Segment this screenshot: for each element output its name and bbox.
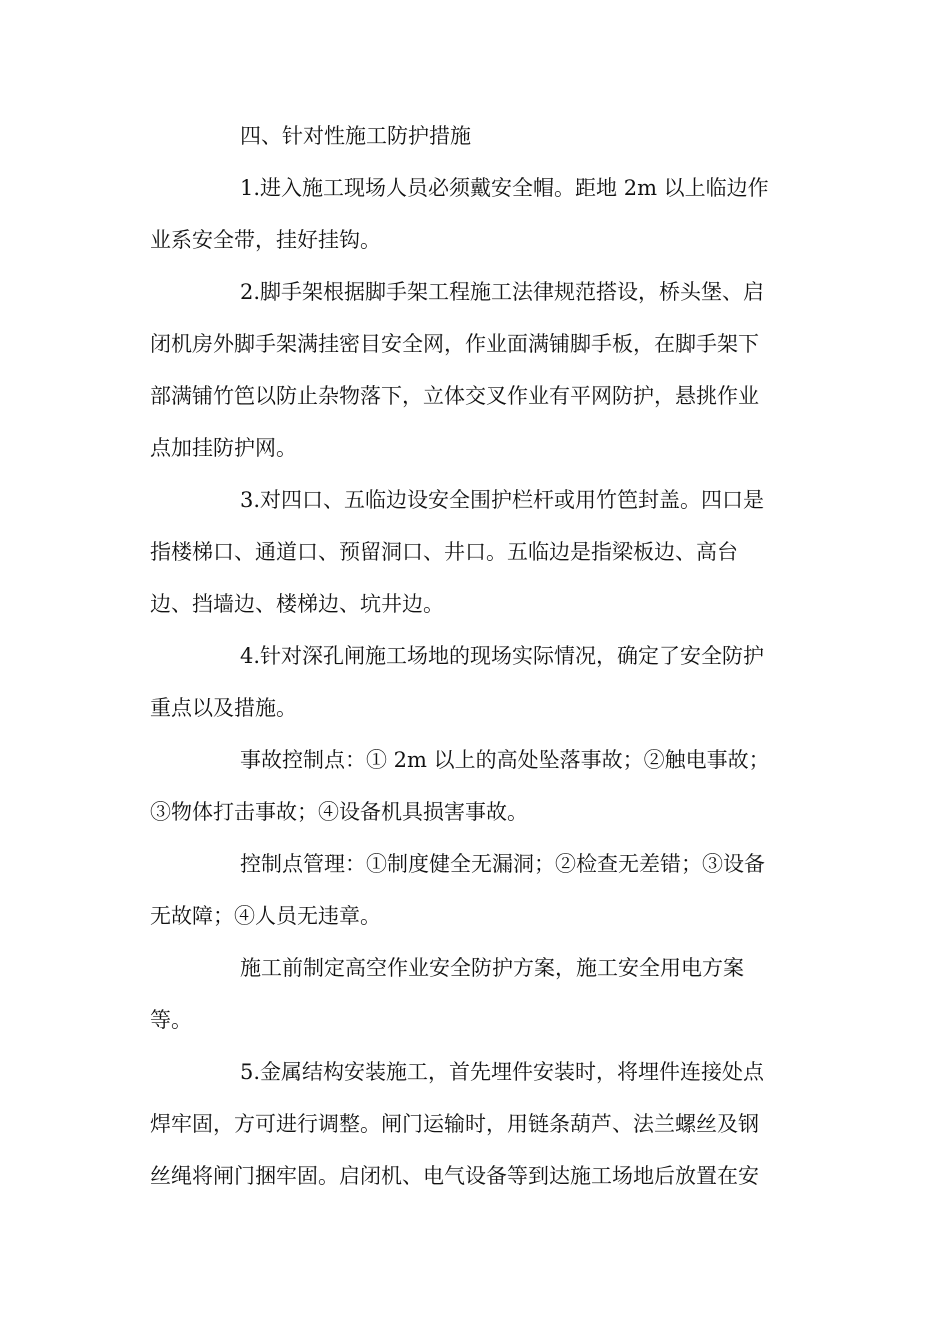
- paragraph-line: 3.对四口、五临边设安全围护栏杆或用竹笆封盖。四口是: [240, 488, 765, 512]
- paragraph-4: [150, 630, 798, 734]
- paragraph-line: 点加挂防护网。: [150, 436, 297, 460]
- paragraph-line: 无故障；④人员无违章。: [150, 904, 381, 928]
- paragraph-line: 施工前制定高空作业安全防护方案，施工安全用电方案: [240, 956, 744, 980]
- paragraph-6: [150, 838, 798, 942]
- paragraph-line: 等。: [150, 1008, 192, 1032]
- paragraph-line: 5.金属结构安装施工，首先埋件安装时，将埋件连接处点: [240, 1060, 765, 1084]
- paragraph-line: 重点以及措施。: [150, 696, 297, 720]
- document-page: [150, 110, 798, 1202]
- paragraph-3: [150, 474, 798, 630]
- paragraph-line: ③物体打击事故；④设备机具损害事故。: [150, 800, 528, 824]
- paragraph-line: 2.脚手架根据脚手架工程施工法律规范搭设，桥头堡、启: [240, 280, 765, 304]
- paragraph-line: 丝绳将闸门捆牢固。启闭机、电气设备等到达施工场地后放置在安: [150, 1164, 759, 1188]
- paragraph-2: [150, 266, 798, 474]
- paragraph-5: [150, 734, 798, 838]
- paragraph-line: 控制点管理：①制度健全无漏洞；②检查无差错；③设备: [240, 852, 765, 876]
- paragraph-line: 边、挡墙边、楼梯边、坑井边。: [150, 592, 444, 616]
- paragraph-line: 闭机房外脚手架满挂密目安全网，作业面满铺脚手板，在脚手架下: [150, 332, 759, 356]
- paragraph-1: [150, 162, 798, 266]
- paragraph-line: 事故控制点：① 2m 以上的高处坠落事故；②触电事故；: [240, 748, 770, 772]
- paragraph-line: 4.针对深孔闸施工场地的现场实际情况，确定了安全防护: [240, 644, 765, 668]
- paragraph-line: 焊牢固，方可进行调整。闸门运输时，用链条葫芦、法兰螺丝及钢: [150, 1112, 759, 1136]
- paragraph-line: 1.进入施工现场人员必须戴安全帽。距地 2m 以上临边作: [240, 176, 769, 200]
- paragraph-line: 部满铺竹笆以防止杂物落下，立体交叉作业有平网防护，悬挑作业: [150, 384, 759, 408]
- paragraph-line: 指楼梯口、通道口、预留洞口、井口。五临边是指梁板边、高台: [150, 540, 738, 564]
- paragraph-line: 业系安全带，挂好挂钩。: [150, 228, 381, 252]
- paragraph-7: [150, 942, 798, 1046]
- paragraph-8: [150, 1046, 798, 1202]
- section-heading: 四、针对性施工防护措施: [240, 124, 471, 148]
